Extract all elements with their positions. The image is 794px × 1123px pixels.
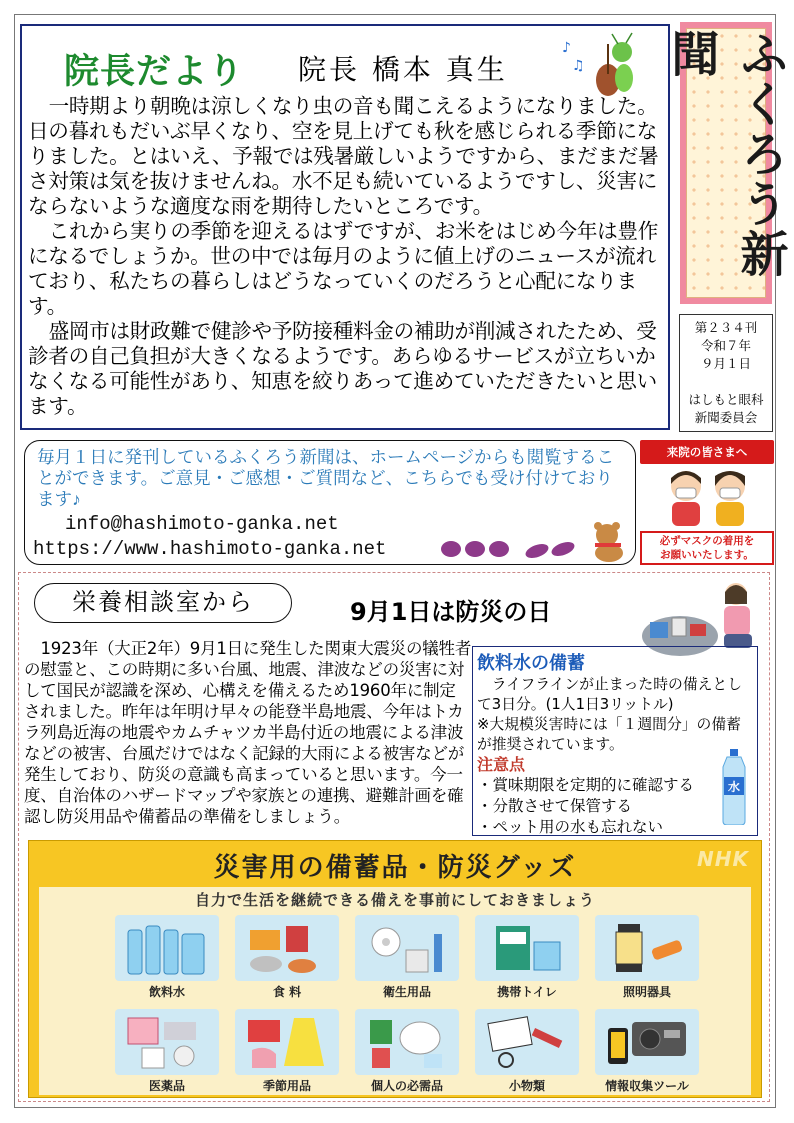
water-caution-title: 注意点	[477, 755, 526, 774]
water-storage-title: 飲料水の備蓄	[477, 653, 585, 674]
water-bottle-icon	[719, 749, 749, 825]
water-caution-list	[477, 775, 753, 838]
masthead-panel	[663, 28, 788, 298]
water-bottles-icon	[115, 915, 219, 981]
masked-people-icon	[660, 464, 756, 526]
email-link[interactable]: info@hashimoto-ganka.net	[65, 513, 339, 535]
goods-item-info-tools	[587, 1009, 707, 1095]
disaster-goods-poster	[28, 840, 762, 1098]
water-storage-box	[472, 646, 758, 836]
goods-item-seasonal	[227, 1009, 347, 1095]
issue-publisher: はしもと眼科	[688, 392, 764, 407]
goods-item-small-items	[467, 1009, 587, 1095]
water-caution-item: ・賞味期限を定期的に確認する	[477, 776, 695, 794]
masthead	[663, 22, 788, 304]
cricket-cello-icon	[562, 30, 642, 100]
director-body	[28, 94, 666, 419]
water-storage-line-1: ライフラインが止まった時の備えとして3日分。(1人1日3リットル)	[477, 676, 743, 713]
director-paragraph-3: 盛岡市は財政難で健診や予防接種料金の補助が削減されたため、受診者の自己負担が大きくなるようです。あらゆるサービスが立ちいかなくなる可能性があり、知恵を絞りあって進めていただきたいと思います。	[28, 319, 657, 418]
mask-notice-header: 来院の皆さまへ	[640, 440, 774, 464]
goods-label: 食 料	[272, 985, 302, 999]
goods-label: 季節用品	[262, 1079, 311, 1093]
goods-item-hygiene	[347, 915, 467, 1001]
small-tools-icon	[475, 1009, 579, 1075]
director-title: 院長だより	[64, 52, 245, 92]
goods-label: 小物類	[508, 1079, 545, 1093]
goods-item-lighting	[587, 915, 707, 1001]
issue-info	[679, 314, 773, 432]
poster-content-band	[39, 887, 751, 1095]
water-caution-item: ・分散させて保管する	[477, 797, 633, 815]
goods-label: 個人の必需品	[370, 1079, 443, 1093]
goods-label: 携帯トイレ	[497, 985, 557, 999]
goods-item-water	[107, 915, 227, 1001]
nutrition-section-title: 栄養相談室から	[34, 583, 292, 623]
goods-item-medicine	[107, 1009, 227, 1095]
issue-day: ９月１日	[700, 356, 751, 371]
svg-text:♪: ♪	[562, 40, 571, 56]
director-paragraph-2: これから実りの季節を迎えるはずですが、お米をはじめ今年は豊作になるでしょうか。世の中では毎月のように値上げのニュースが流れており、私たちの暮らしはどうなっていくのだろうと心配になります。	[28, 219, 659, 318]
goods-label: 医薬品	[148, 1079, 185, 1093]
toilet-paper-icon	[355, 915, 459, 981]
issue-committee: 新聞委員会	[694, 410, 758, 425]
notice-text: 毎月１日に発刊しているふくろう新聞は、ホームページからも閲覧することができます。ご意見・ご感想・ご質問など、こちらでも受け付けております♪	[37, 447, 615, 509]
director-column	[20, 24, 670, 430]
water-caution-item: ・ペット用の水も忘れない	[477, 818, 664, 836]
website-link[interactable]: https://www.hashimoto-ganka.net	[33, 538, 387, 560]
goods-item-food	[227, 915, 347, 1001]
goods-label: 照明器具	[622, 985, 671, 999]
raincoat-gloves-icon	[235, 1009, 339, 1075]
goods-label: 情報収集ツール	[605, 1079, 689, 1093]
director-paragraph-1: 一時期より朝晩は涼しくなり虫の音も聞こえるようになりました。日の暮れもだいぶ早くなり、空を見上げても秋を感じられる季節になりました。とはいえ、予報では残暑厳しいようですから、まだまだ暑さ対策は気を抜けませんね。水不足も続いているようですし、災害にならないような適度な雨を期待したいところです。	[28, 94, 659, 218]
director-author: 院長 橋本 真生	[298, 53, 508, 86]
mask-notice	[640, 440, 774, 565]
canned-food-icon	[235, 915, 339, 981]
svg-text:♫: ♫	[572, 58, 585, 74]
goods-item-portable-toilet	[467, 915, 587, 1001]
poster-subtitle: 自力で生活を継続できる備えを事前にしておきましょう	[194, 891, 595, 909]
goods-label: 衛生用品	[382, 985, 431, 999]
disaster-day-title: 9月1日は防災の日	[350, 598, 552, 626]
mask-footer-line-1: 必ずマスクの着用を	[659, 535, 755, 547]
water-storage-line-2: ※大規模災害時には「１週間分」の備蓄が推奨されています。	[477, 716, 741, 753]
website-notice	[24, 440, 636, 565]
issue-era-date: 令和７年	[700, 338, 751, 353]
portable-toilet-icon	[475, 915, 579, 981]
radio-phone-icon	[595, 1009, 699, 1075]
bottle-label: 水	[727, 780, 741, 794]
poster-title: 災害用の備蓄品・防災グッズ	[213, 853, 577, 883]
goods-grid	[107, 915, 707, 1095]
goods-item-personal	[347, 1009, 467, 1095]
nutrition-body: 1923年（大正2年）9月1日に発生した関東大震災の犠牲者の慰霊と、この時期に多い台風、地震、津波などの災害に対して国民が認識を深め、心構えを備えるため1960年に制定されました。昨年は年明け早々の能登半島地震、今年はトカラ列島近海の地震やカムチャツカ半島付近の地震による津波などの被害、台風だけではなく記録的大雨による被害などが発生しており、防災の意識も高まっていると思います。今一度、自治体のハザードマップや家族との連携、避難計画を確認し防災用品や備蓄品の準備をしましょう。	[24, 639, 472, 826]
nhk-logo: NHK	[697, 847, 749, 871]
personal-items-icon	[355, 1009, 459, 1075]
masthead-title: ふくろう新聞	[663, 29, 788, 279]
goods-label: 飲料水	[148, 985, 185, 999]
issue-number: 第２３４刊	[694, 320, 758, 335]
lantern-flashlight-icon	[595, 915, 699, 981]
mask-notice-footer	[640, 531, 774, 565]
medicine-icon	[115, 1009, 219, 1075]
mask-footer-line-2: お願いいたします。	[660, 549, 754, 561]
sweet-potato-bear-icon	[437, 521, 637, 563]
